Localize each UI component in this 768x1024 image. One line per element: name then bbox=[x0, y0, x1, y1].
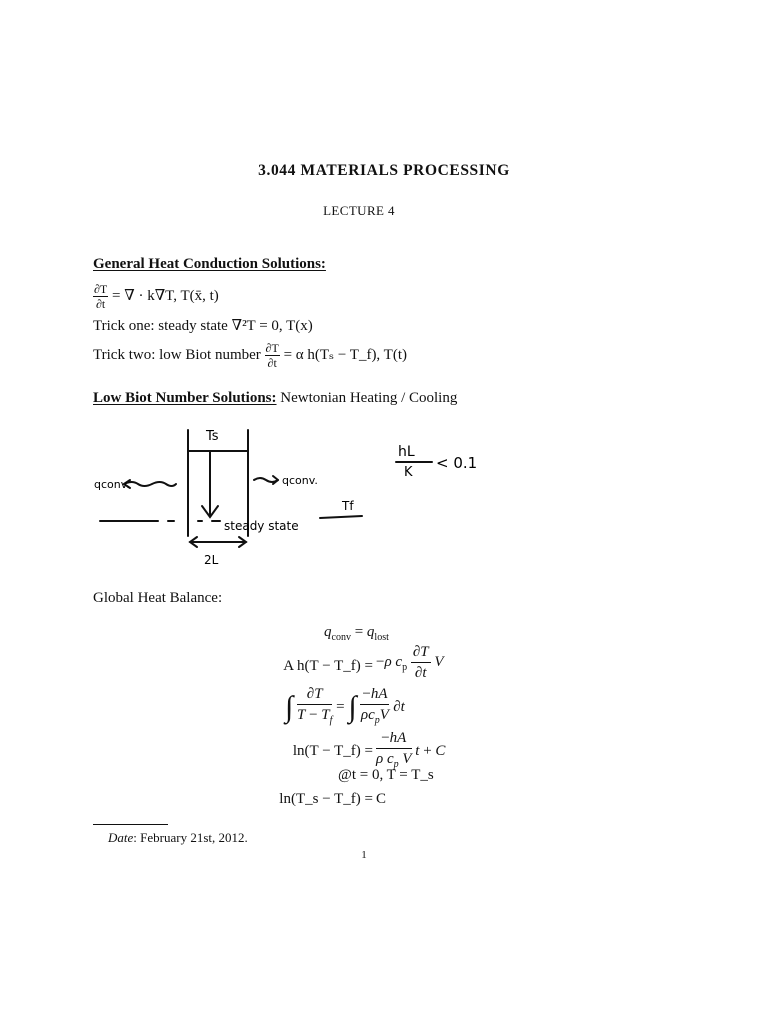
dT-dt-fraction-2: $\frac{\partial T}{\partial t}$ bbox=[265, 341, 279, 370]
page-number: 1 bbox=[361, 849, 367, 861]
lecture-number: LECTURE 4 bbox=[323, 203, 395, 218]
footnote-rule bbox=[93, 824, 168, 825]
trick-one: Trick one: steady state ∇²T = 0, T(x) bbox=[93, 318, 313, 334]
wavy-left bbox=[124, 482, 176, 486]
date-value: : February 21st, 2012. bbox=[133, 830, 248, 845]
section-heading-lowbiot: Low Biot Number Solutions: bbox=[93, 390, 277, 406]
biot-denominator: K bbox=[404, 465, 413, 480]
trick-two-rhs: = α h(Tₛ − T_f), T(t) bbox=[283, 346, 407, 363]
balance-eq-5: @t = 0, T = T_s bbox=[338, 767, 434, 783]
heat-equation bbox=[93, 282, 219, 311]
dT-dt-fraction: $\frac{\partial T}{\partial t}$ bbox=[94, 282, 108, 311]
trick-two-label: Trick two: low Biot number bbox=[93, 346, 261, 363]
label-2l: 2L bbox=[204, 553, 219, 567]
balance-eq-3: ∫ $\frac{\partial T}{T - T_f}$ = ∫ −hA $\rho c_pV$ ∂t bbox=[285, 686, 405, 726]
biot-condition: < 0.1 bbox=[436, 454, 478, 472]
section-heading-general: General Heat Conduction Solutions: bbox=[93, 256, 326, 272]
label-qconv-left: qconv. bbox=[94, 478, 130, 491]
heat-equation-rhs: = ∇ · k∇T, T(x̄, t) bbox=[112, 287, 219, 304]
date-label: Date bbox=[108, 830, 134, 845]
section-heading-lowbiot-row bbox=[93, 388, 457, 408]
slab-sketch bbox=[80, 418, 500, 578]
balance-eq-1: $q_{conv} = q_{lost}$ bbox=[324, 624, 389, 643]
balance-heading: Global Heat Balance: bbox=[93, 590, 223, 606]
label-steady-state: steady state bbox=[224, 519, 299, 533]
page-title: 3.044 MATERIALS PROCESSING bbox=[258, 162, 510, 179]
balance-eq-2-lhs: A h(T − T_f) = bbox=[283, 658, 373, 674]
biot-numerator: hL bbox=[398, 444, 415, 460]
trick-two bbox=[93, 341, 407, 370]
fluid-line-right bbox=[320, 516, 362, 518]
balance-eq-2-rhs: −ρ $c_p$ $\frac{\partial T}{\partial t}$ V bbox=[376, 644, 444, 681]
label-ts: Ts bbox=[206, 429, 219, 444]
balance-eq-4-lhs: ln(T − T_f) = bbox=[292, 743, 373, 759]
label-qconv-right: qconv. bbox=[282, 474, 318, 487]
label-tf: Tf bbox=[342, 499, 354, 513]
balance-eq-6-rhs: C bbox=[376, 791, 387, 807]
balance-eq-6-lhs: ln(T_s − T_f) = bbox=[279, 791, 373, 807]
wavy-right bbox=[254, 478, 278, 482]
balance-eq-4-rhs: $\frac{-hA}{\rho c_p V}$ t + C bbox=[376, 730, 446, 770]
section-subtitle: Newtonian Heating / Cooling bbox=[280, 390, 458, 406]
